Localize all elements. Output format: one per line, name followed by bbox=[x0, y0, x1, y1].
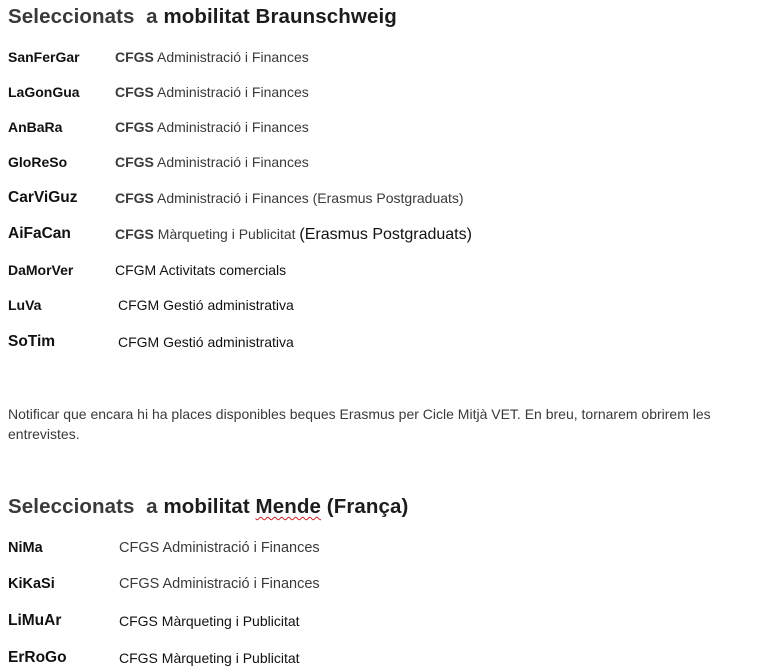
course-name bbox=[115, 46, 309, 68]
mende-heading-city: Mende bbox=[255, 495, 321, 518]
course-program: Administració i Finances bbox=[153, 84, 309, 100]
mende-heading bbox=[8, 495, 408, 519]
course-level: CFGS bbox=[115, 84, 154, 100]
course-level: CFGS bbox=[115, 49, 154, 65]
course-name bbox=[115, 116, 309, 138]
student-code: DaMorVer bbox=[8, 262, 74, 278]
braunschweig-heading bbox=[8, 5, 397, 29]
student-code: SanFerGar bbox=[8, 49, 80, 65]
course-program: Màrqueting i Publicitat bbox=[153, 226, 300, 242]
course-program: Administració i Finances bbox=[153, 119, 309, 135]
student-code: ErRoGo bbox=[8, 649, 67, 666]
course-name bbox=[115, 151, 309, 173]
mende-heading-main: mobilitat bbox=[163, 495, 256, 518]
mende-heading-prefix: Seleccionats a bbox=[8, 495, 164, 518]
student-code: CarViGuz bbox=[8, 189, 78, 206]
student-code: GloReSo bbox=[8, 154, 68, 170]
course-name bbox=[115, 223, 472, 246]
student-code: LuVa bbox=[8, 297, 42, 313]
course-name: CFGS Màrqueting i Publicitat bbox=[119, 613, 300, 629]
course-name: CFGM Gestió administrativa bbox=[118, 297, 294, 313]
student-code: KiKaSi bbox=[8, 576, 55, 592]
course-level: CFGS bbox=[115, 190, 154, 206]
student-code: LaGonGua bbox=[8, 84, 80, 100]
course-level: CFGS bbox=[115, 226, 154, 242]
course-name: CFGS Administració i Finances bbox=[119, 540, 320, 556]
course-level: CFGS bbox=[115, 119, 154, 135]
mende-heading-suffix: (França) bbox=[320, 495, 409, 518]
student-code: LiMuAr bbox=[8, 612, 62, 629]
course-name: CFGS Administració i Finances bbox=[119, 576, 320, 592]
braunschweig-heading-prefix: Seleccionats a bbox=[8, 5, 164, 28]
course-name bbox=[115, 187, 464, 209]
student-code: AiFaCan bbox=[8, 225, 71, 242]
availability-notice: Notificar que encara hi ha places disponibles beques Erasmus per Cicle Mitjà VET. En breu, tornarem obrirem les entrevistes. bbox=[8, 406, 711, 442]
course-name: CFGM Gestió administrativa bbox=[118, 334, 294, 350]
course-name: CFGS Màrqueting i Publicitat bbox=[119, 650, 300, 666]
course-name bbox=[115, 81, 309, 103]
braunschweig-heading-main: mobilitat Braunschweig bbox=[163, 5, 397, 28]
course-program: Administració i Finances bbox=[153, 154, 309, 170]
student-code: AnBaRa bbox=[8, 119, 63, 135]
student-code: SoTim bbox=[8, 333, 56, 350]
course-program: Administració i Finances (Erasmus Postgraduats) bbox=[153, 190, 464, 206]
student-code: NiMa bbox=[8, 540, 43, 556]
course-level: CFGS bbox=[115, 154, 154, 170]
course-program: Administració i Finances bbox=[153, 49, 309, 65]
course-extra: (Erasmus Postgraduats) bbox=[299, 226, 472, 243]
course-name: CFGM Activitats comercials bbox=[115, 262, 287, 278]
